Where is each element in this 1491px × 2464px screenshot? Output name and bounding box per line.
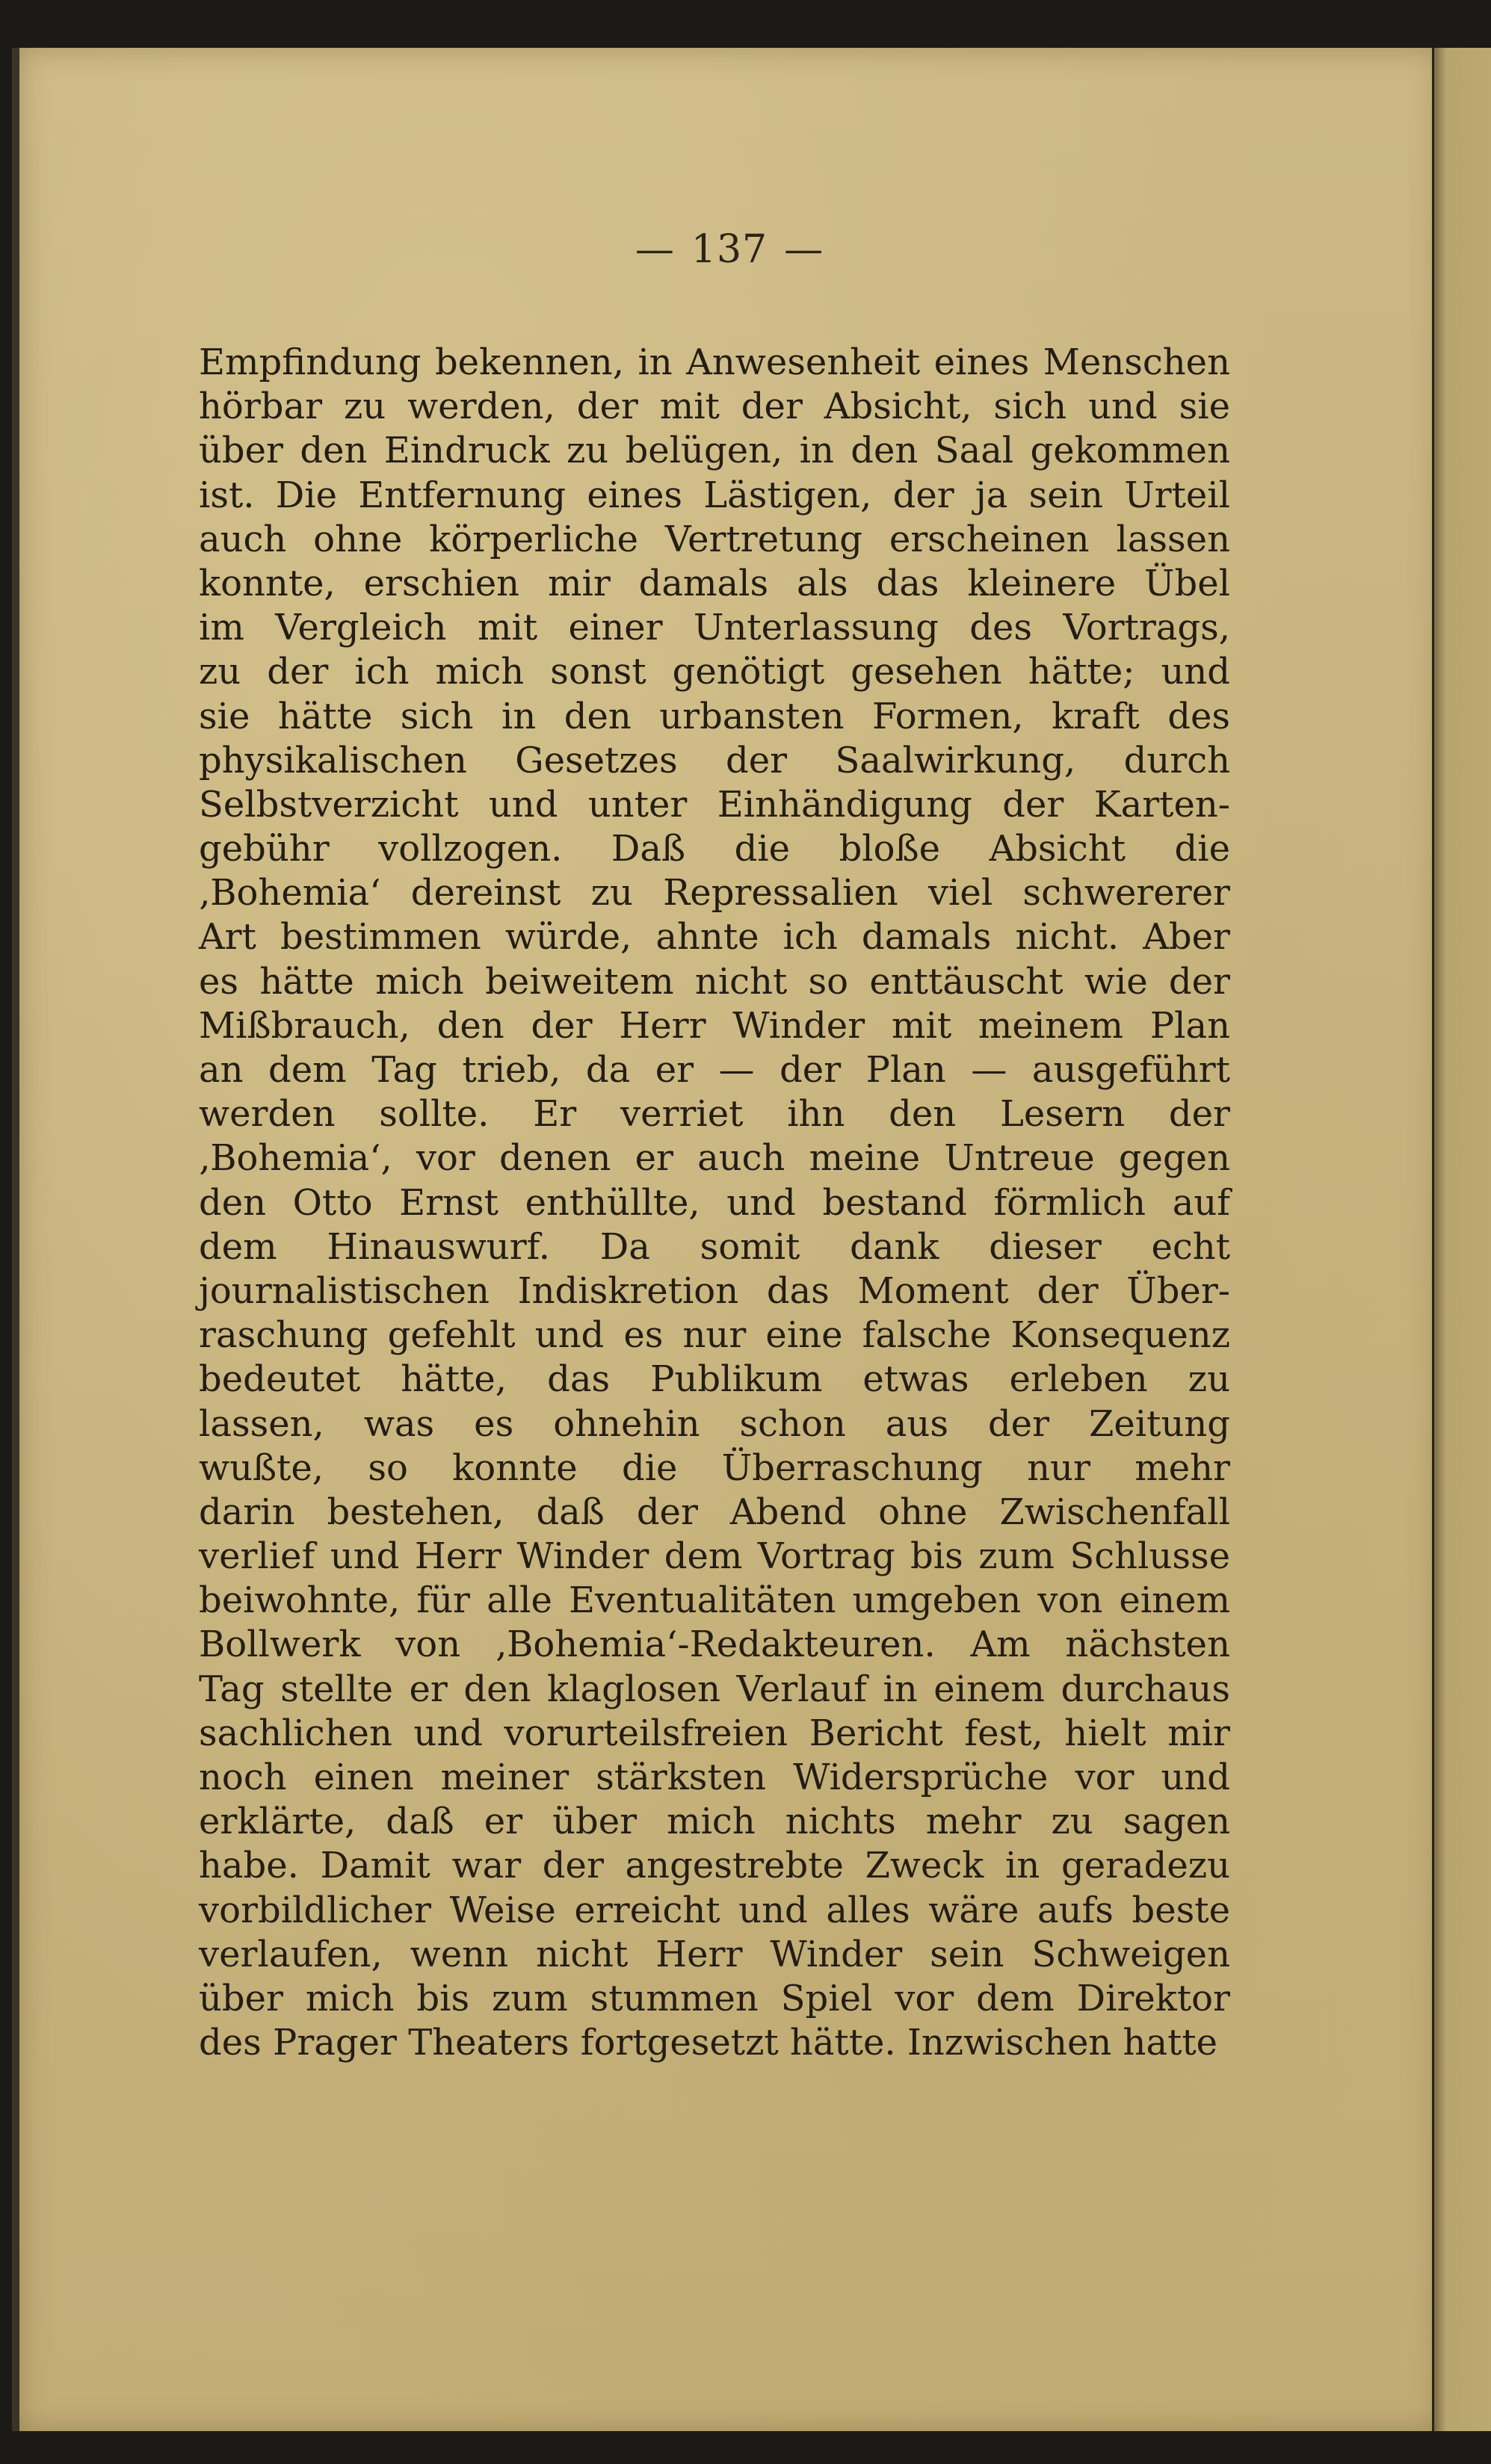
- text-line: physikalischen Gesetzes der Saalwirkung, durch: [199, 739, 1230, 781]
- text-line: journalistischen Indiskretion das Moment der Über-: [199, 1269, 1230, 1312]
- text-line: Tag stellte er den klaglosen Verlauf in einem durchaus: [199, 1668, 1230, 1710]
- text-line: beiwohnte, für alle Eventualitäten umgeben von einem: [199, 1579, 1230, 1622]
- book-page: [12, 48, 1439, 2431]
- text-line: werden sollte. Er verriet ihn den Lesern der: [199, 1093, 1230, 1136]
- text-line: im Vergleich mit einer Unterlassung des Vortrags,: [199, 607, 1230, 649]
- text-line: lassen, was es ohnehin schon aus der Zeitung: [199, 1402, 1230, 1445]
- page-number-dash-left: —: [635, 227, 675, 272]
- text-line: vorbildlicher Weise erreicht und alles wäre aufs beste: [199, 1889, 1230, 1931]
- text-line: noch einen meiner stärksten Widersprüche vor und: [199, 1756, 1230, 1798]
- text-line: zu der ich mich sonst genötigt gesehen hätte; und: [199, 651, 1230, 693]
- text-line: ist. Die Entfernung eines Lästigen, der ja sein Urteil: [199, 474, 1230, 516]
- text-line: ‚Bohemia‘, vor denen er auch meine Untreue gegen: [199, 1137, 1230, 1180]
- text-line: über mich bis zum stummen Spiel vor dem Direktor: [199, 1977, 1230, 2019]
- text-line: darin bestehen, daß der Abend ohne Zwischenfall: [199, 1491, 1230, 1533]
- text-line: bedeutet hätte, das Publikum etwas erleben zu: [199, 1358, 1230, 1401]
- text-line: erklärte, daß er über mich nichts mehr zu sagen: [199, 1801, 1230, 1843]
- text-line: Art bestimmen würde, ahnte ich damals nicht. Aber: [199, 916, 1230, 959]
- text-line: Bollwerk von ‚Bohemia‘-Redakteuren. Am nächsten: [199, 1623, 1230, 1666]
- text-line: auch ohne körperliche Vertretung erscheinen lassen: [199, 518, 1230, 560]
- text-line: konnte, erschien mir damals als das kleinere Übel: [199, 562, 1230, 604]
- text-line: ‚Bohemia‘ dereinst zu Repressalien viel schwererer: [199, 872, 1230, 914]
- scan-bottom-border: [0, 2431, 1491, 2464]
- text-line: raschung gefehlt und es nur eine falsche Konsequenz: [199, 1314, 1230, 1357]
- text-line: verlaufen, wenn nicht Herr Winder sein Schweigen: [199, 1933, 1230, 1975]
- text-line: verlief und Herr Winder dem Vortrag bis zum Schlusse: [199, 1535, 1230, 1578]
- page-number-value: 137: [691, 227, 768, 272]
- text-line: gebühr vollzogen. Daß die bloße Absicht die: [199, 828, 1230, 870]
- text-line: über den Eindruck zu belügen, in den Saal gekommen: [199, 430, 1230, 472]
- adjacent-page-edge: [1432, 48, 1491, 2431]
- text-line: Empfindung bekennen, in Anwesenheit eines Menschen: [199, 341, 1230, 383]
- body-text: [199, 341, 1230, 2065]
- page-number-dash-right: —: [784, 227, 824, 272]
- text-line: sachlichen und vorurteilsfreien Bericht fest, hielt mir: [199, 1712, 1230, 1754]
- text-line: den Otto Ernst enthüllte, und bestand förmlich auf: [199, 1181, 1230, 1224]
- text-line: des Prager Theaters fortgesetzt hätte. Inzwischen hatte: [199, 2022, 1218, 2064]
- text-line: hörbar zu werden, der mit der Absicht, sich und sie: [199, 386, 1230, 428]
- text-line: sie hätte sich in den urbansten Formen, kraft des: [199, 695, 1230, 737]
- text-line: dem Hinauswurf. Da somit dank dieser echt: [199, 1225, 1230, 1268]
- page-number: [19, 227, 1439, 272]
- text-line: an dem Tag trieb, da er — der Plan — ausgeführt: [199, 1049, 1230, 1091]
- text-line: Selbstverzicht und unter Einhändigung der Karten-: [199, 783, 1230, 826]
- text-line: Mißbrauch, den der Herr Winder mit meinem Plan: [199, 1004, 1230, 1047]
- text-line: es hätte mich beiweitem nicht so enttäuscht wie der: [199, 960, 1230, 1003]
- text-line: habe. Damit war der angestrebte Zweck in geradezu: [199, 1845, 1230, 1887]
- text-line: wußte, so konnte die Überraschung nur mehr: [199, 1446, 1230, 1489]
